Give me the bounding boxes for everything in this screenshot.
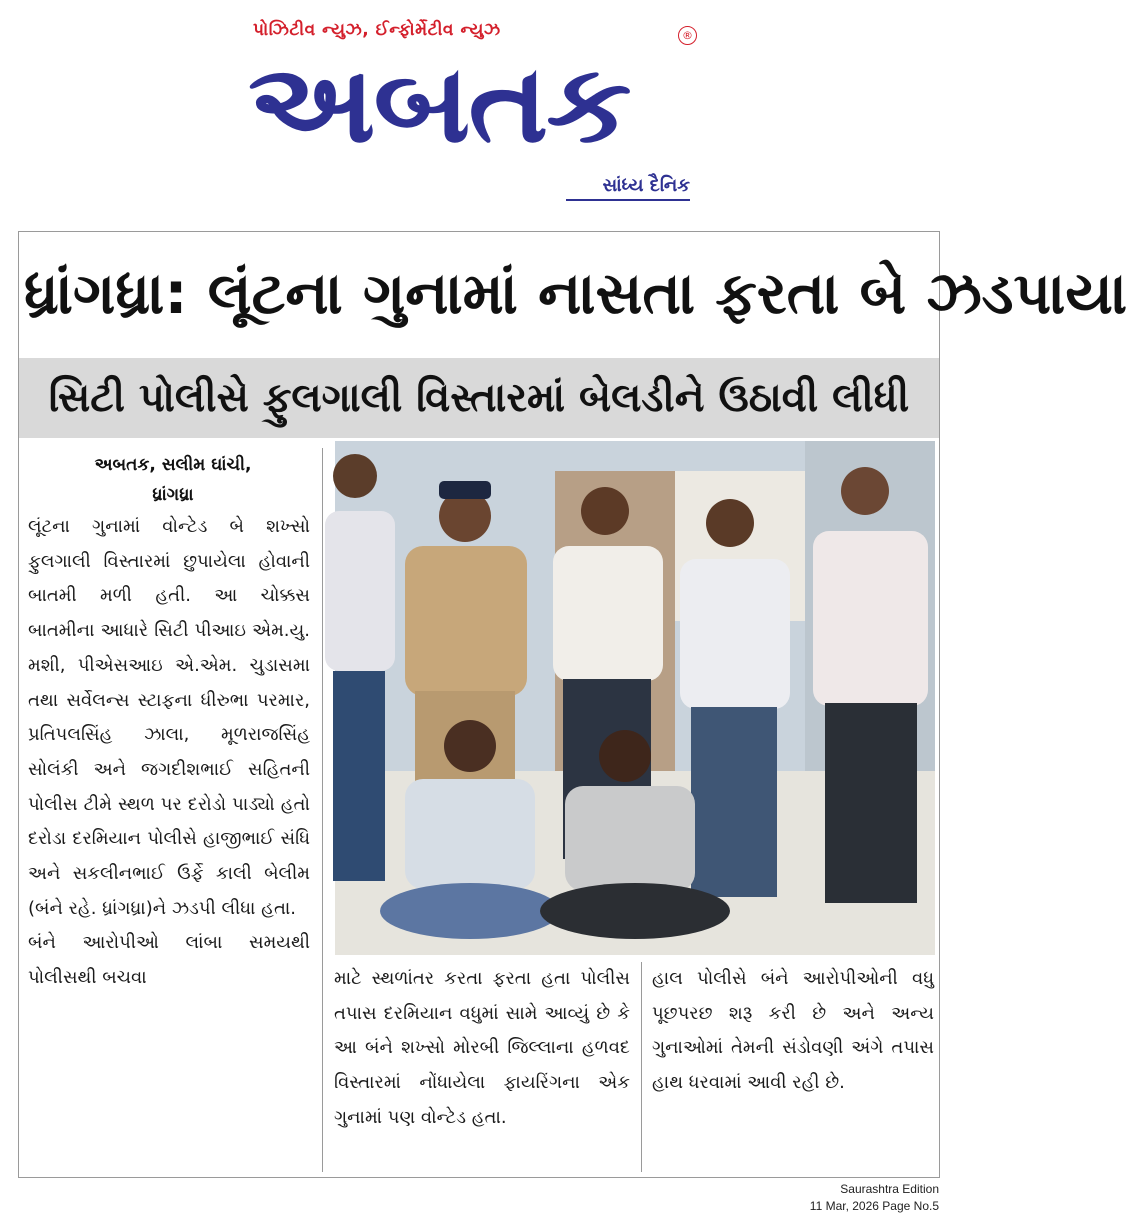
news-photo — [335, 441, 935, 955]
byline-author: અબતક, સલીમ ઘાંચી, — [94, 455, 252, 475]
masthead — [0, 0, 949, 215]
article-column-2: માટે સ્થળાંતર કરતા ફરતા હતા પોલીસ તપાસ દરમિયાન વધુમાં સામે આવ્યું છે કે આ બંને શખ્સો મોરબી જિલ્લાના હળવદ વિસ્તારમાં નોંધાયેલા ફાયરિંગના એક ગુનામાં પણ વોન્ટેડ હતા. — [334, 968, 630, 1128]
masthead-tagline: પોઝિટીવ ન્યુઝ, ઈન્ફોર્મેટીવ ન્યુઝ — [253, 20, 501, 40]
page-footer — [810, 1181, 939, 1215]
article-headline: ધ્રાંગધ્રા: લૂંટના ગુનામાં નાસતા ફરતા બે ઝડપાયા — [24, 259, 1127, 327]
registered-mark: ® — [678, 26, 697, 45]
masthead-subtitle: સાંધ્ય દૈનિક — [566, 175, 690, 201]
edition-label: Saurashtra Edition — [840, 1182, 939, 1196]
article-subheadline: સિટી પોલીસે ફુલગાલી વિસ્તારમાં બેલડીને ઉઠાવી લીધી — [19, 358, 939, 438]
article-column-3: હાલ પોલીસે બંને આરોપીઓની વધુ પૂછપરછ શરૂ કરી છે અને અન્ય ગુનાઓમાં તેમની સંડોવણી અંગે તપાસ હાથ ધરવામાં આવી રહી છે. — [652, 968, 934, 1094]
article-column-1: લૂંટના ગુનામાં વોન્ટેડ બે શખ્સો ફુલગાલી વિસ્તારમાં છુપાયેલા હોવાની બાતમી મળી હતી. આ ચોક્કસ બાતમીના આધારે સિટી પીઆઇ એમ.યુ. મશી, પીએસઆઇ એ.એમ. ચુડાસમા તથા સર્વેલન્સ સ્ટાફના ધીરુભા પરમાર, પ્રતિપલસિંહ ઝાલા, મૂળરાજસિંહ સોલંકી અને જગદીશભાઈ સહિતની પોલીસ ટીમે સ્થળ પર દરોડો પાડ્યો હતો દરોડા દરમિયાન પોલીસે હાજીભાઈ સંધિ અને સકલીનભાઈ ઉર્ફે કાલી બેલીમ (બંને રહે. ધ્રાંગધ્રા)ને ઝડપી લીધા હતા. બંને આરોપીઓ લાંબા સમયથી પોલીસથી બચવા — [28, 516, 310, 989]
date-page-label: 11 Mar, 2026 Page No.5 — [809, 1199, 939, 1213]
column-divider — [641, 962, 642, 1172]
byline — [30, 450, 316, 510]
byline-place: ધ્રાંગધ્રા — [152, 485, 194, 505]
news-photo-illustration — [335, 441, 935, 955]
column-divider — [322, 448, 323, 1172]
newspaper-logo: અબતક — [248, 42, 630, 167]
